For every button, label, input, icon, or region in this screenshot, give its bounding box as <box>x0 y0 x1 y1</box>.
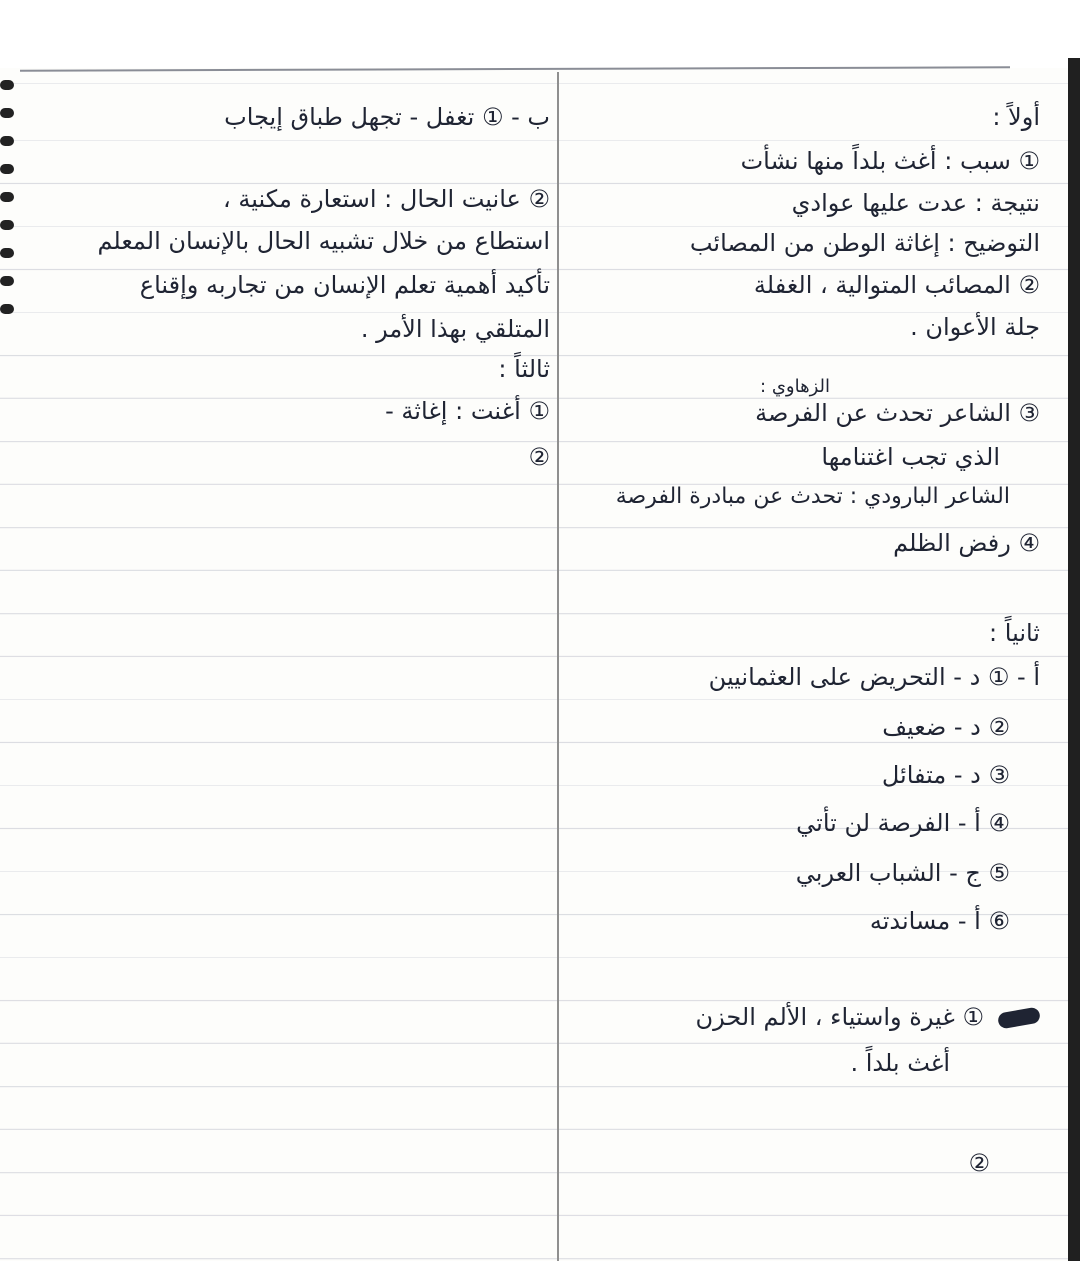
answer-s6: ⑥ أ - مساندته <box>869 907 1010 935</box>
page-edge-shadow <box>1068 58 1080 1261</box>
answer-r3: التوضيح : إغاثة الوطن من المصائب <box>689 229 1040 257</box>
answer-s2: ② د - ضعيف <box>882 713 1010 741</box>
answer-r8: الشاعر البارودي : تحدث عن مبادرة الفرصة <box>615 484 1010 509</box>
answer-r7: الذي تجب اغتنامها <box>821 443 1000 471</box>
answer-l4: تأكيد أهمية تعلم الإنسان من تجاربه وإقناع <box>139 271 550 299</box>
right-column <box>570 0 1040 1261</box>
answer-r5: جلة الأعوان . <box>910 313 1040 341</box>
second-heading: ثانياً : <box>989 619 1040 647</box>
spiral-ring <box>0 164 14 174</box>
answer-f3: ② <box>968 1149 990 1177</box>
answer-r2: نتيجة : عدت عليها عوادي <box>791 189 1040 217</box>
spiral-ring <box>0 248 14 258</box>
answer-l3: استطاع من خلال تشبيه الحال بالإنسان المعلم <box>97 227 550 255</box>
spiral-binding <box>0 70 16 330</box>
answer-t1: ① أغنت : إغاثة - <box>385 397 550 425</box>
answer-s4: ④ أ - الفرصة لن تأتي <box>796 809 1010 837</box>
answer-l2: ② عانيت الحال : استعارة مكنية ، <box>223 185 550 213</box>
spiral-ring <box>0 276 14 286</box>
answer-r6-note: الزهاوي : <box>760 376 830 397</box>
answer-r4: ② المصائب المتوالية ، الغفلة <box>753 271 1040 299</box>
first-heading: أولاً : <box>992 103 1040 131</box>
spiral-ring <box>0 304 14 314</box>
answer-l5: المتلقي بهذا الأمر . <box>360 315 550 343</box>
answer-t2: ② <box>528 443 550 471</box>
answer-s3: ③ د - متفائل <box>881 761 1010 789</box>
answer-r9: ④ رفض الظلم <box>893 529 1040 557</box>
spiral-ring <box>0 136 14 146</box>
spiral-ring <box>0 192 14 202</box>
scribble-mark <box>997 1006 1041 1029</box>
answer-b1: ب - ① تغفل - تجهل طباق إيجاب <box>224 103 550 131</box>
spiral-ring <box>0 220 14 230</box>
answer-f2: أغث بلداً . <box>850 1049 950 1077</box>
answer-r1: ① سبب : أغث بلداً منها نشأت <box>740 147 1040 175</box>
answer-s5: ⑤ ج - الشباب العربي <box>795 859 1010 887</box>
answer-f1 <box>696 1000 1040 1034</box>
answer-f1-text: ① غيرة واستياء ، الألم الحزن <box>695 1003 984 1031</box>
spiral-ring <box>0 108 14 118</box>
third-heading: ثالثاً : <box>498 355 550 383</box>
spiral-ring <box>0 80 14 90</box>
answer-s1: أ - ① د - التحريض على العثمانيين <box>708 663 1040 691</box>
answer-r6: ③ الشاعر تحدث عن الفرصة <box>755 399 1040 427</box>
column-divider <box>557 72 559 1261</box>
left-column <box>30 0 550 1261</box>
